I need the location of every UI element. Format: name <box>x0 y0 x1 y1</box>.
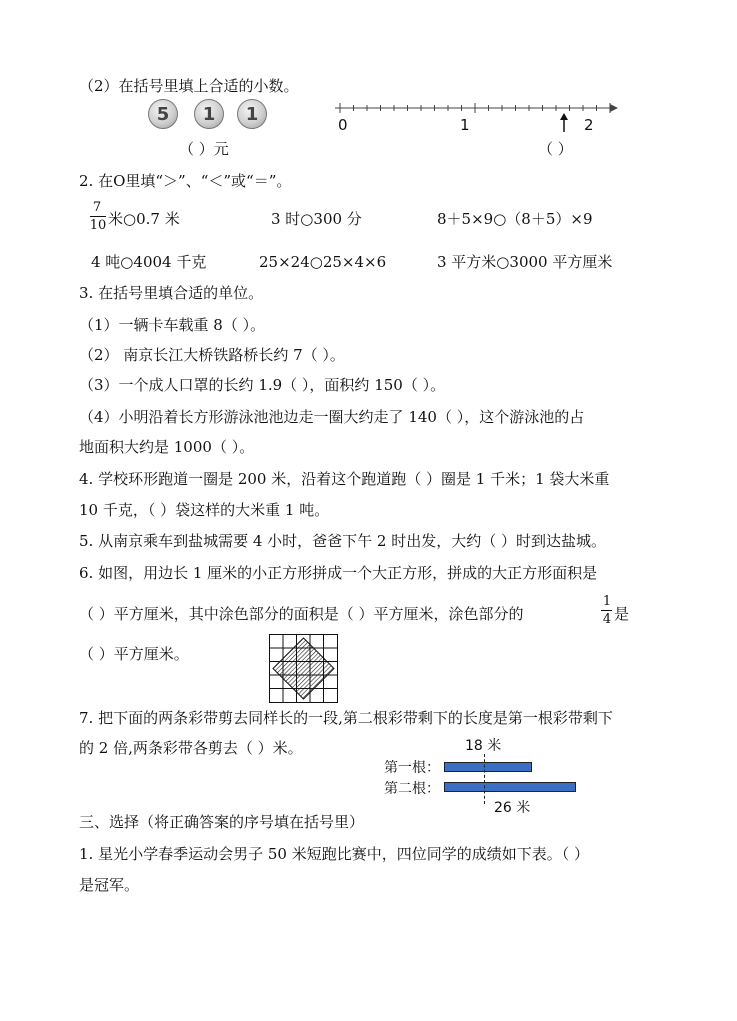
units-line-3: （3）一个成人口罩的长约 1.9（ ），面积约 150（ ）。 <box>79 376 446 394</box>
ribbon-total-length-label: 26 米 <box>494 800 531 816</box>
units-title: 3. 在括号里填合适的单位。 <box>79 284 264 302</box>
q5-line: 5. 从南京乘车到盐城需要 4 小时，爸爸下午 2 时出发，大约（ ）时到达盐城。 <box>79 532 607 550</box>
units-line-5: 地面积大约是 1000（ ）。 <box>79 438 255 456</box>
q7-line-2: 的 2 倍,两条彩带各剪去（ ）米。 <box>79 739 303 757</box>
fraction-denominator: 10 <box>89 218 107 233</box>
compare-item-6: 3 平方米○3000 平方厘米 <box>437 253 613 271</box>
number-line <box>330 98 620 138</box>
fraction-numerator: 1 <box>602 594 612 609</box>
coin-label: 1 <box>202 104 216 125</box>
ribbon-cut-length-label: 18 米 <box>465 738 502 754</box>
q6-line-2-end: 是 <box>614 605 630 623</box>
grid-figure <box>269 634 339 704</box>
fraction-denominator: 4 <box>602 612 612 627</box>
cut-dashed-line <box>484 754 485 804</box>
fraction-bar <box>90 216 106 217</box>
coin-label: 1 <box>245 104 259 125</box>
number-line-label-0: 0 <box>338 116 348 134</box>
fraction-bar <box>601 610 612 611</box>
question-2-2: （2）在括号里填上合适的小数。 <box>79 77 299 95</box>
units-line-2: （2） 南京长江大桥铁路桥长约 7（ ）。 <box>79 346 345 364</box>
compare-item-1: 米○0.7 米 <box>108 210 180 228</box>
part3-q1-line-2: 是冠军。 <box>79 876 140 894</box>
part3-title: 三、选择（将正确答案的序号填在括号里） <box>79 813 365 831</box>
ribbon-2 <box>444 782 576 792</box>
q6-line-1: 6. 如图，用边长 1 厘米的小正方形拼成一个大正方形，拼成的大正方形面积是 <box>79 564 598 582</box>
compare-item-4: 4 吨○4004 千克 <box>91 253 207 271</box>
number-line-label-1: 1 <box>460 116 470 134</box>
compare-item-3: 8＋5×9○（8＋5）×9 <box>437 210 593 228</box>
number-line-label-2: 2 <box>584 116 594 134</box>
q6-line-3: （ ）平方厘米。 <box>79 645 189 663</box>
fraction-numerator: 7 <box>92 200 102 215</box>
units-line-1: （1）一辆卡车载重 8（ ）。 <box>79 316 266 334</box>
q4-line-1: 4. 学校环形跑道一圈是 200 米，沿着这个跑道跑（ ）圈是 1 千米；1 袋大米重 <box>79 470 610 488</box>
coin-label: 5 <box>156 104 170 125</box>
ribbon-1-label: 第一根： <box>384 760 440 776</box>
q6-line-2: （ ）平方厘米，其中涂色部分的面积是（ ）平方厘米，涂色部分的 <box>79 605 524 623</box>
ribbon-1 <box>444 762 532 772</box>
ribbon-2-label: 第二根： <box>384 781 440 797</box>
arrow-marker-head <box>560 113 568 120</box>
compare-title: 2. 在O里填“＞”、“＜”或“＝”。 <box>79 172 292 190</box>
units-line-4: （4）小明沿着长方形游泳池池边走一圈大约走了 140（ ），这个游泳池的占 <box>79 408 585 426</box>
coin-five-jiao <box>148 99 178 129</box>
part3-q1-line-1: 1. 星光小学春季运动会男子 50 米短跑比赛中，四位同学的成绩如下表。（ ） <box>79 845 589 863</box>
compare-item-2: 3 时○300 分 <box>271 210 362 228</box>
coin-one-yuan <box>237 99 267 129</box>
coin-one-jiao <box>194 99 224 129</box>
coin-answer-blank: （ ）元 <box>179 140 229 158</box>
q4-line-2: 10 千克，（ ）袋这样的大米重 1 吨。 <box>79 501 330 519</box>
q7-line-1: 7. 把下面的两条彩带剪去同样长的一段,第二根彩带剩下的长度是第一根彩带剩下 <box>79 709 613 727</box>
compare-item-5: 25×24○25×4×6 <box>259 253 387 271</box>
number-line-answer-blank: （ ） <box>538 140 573 158</box>
